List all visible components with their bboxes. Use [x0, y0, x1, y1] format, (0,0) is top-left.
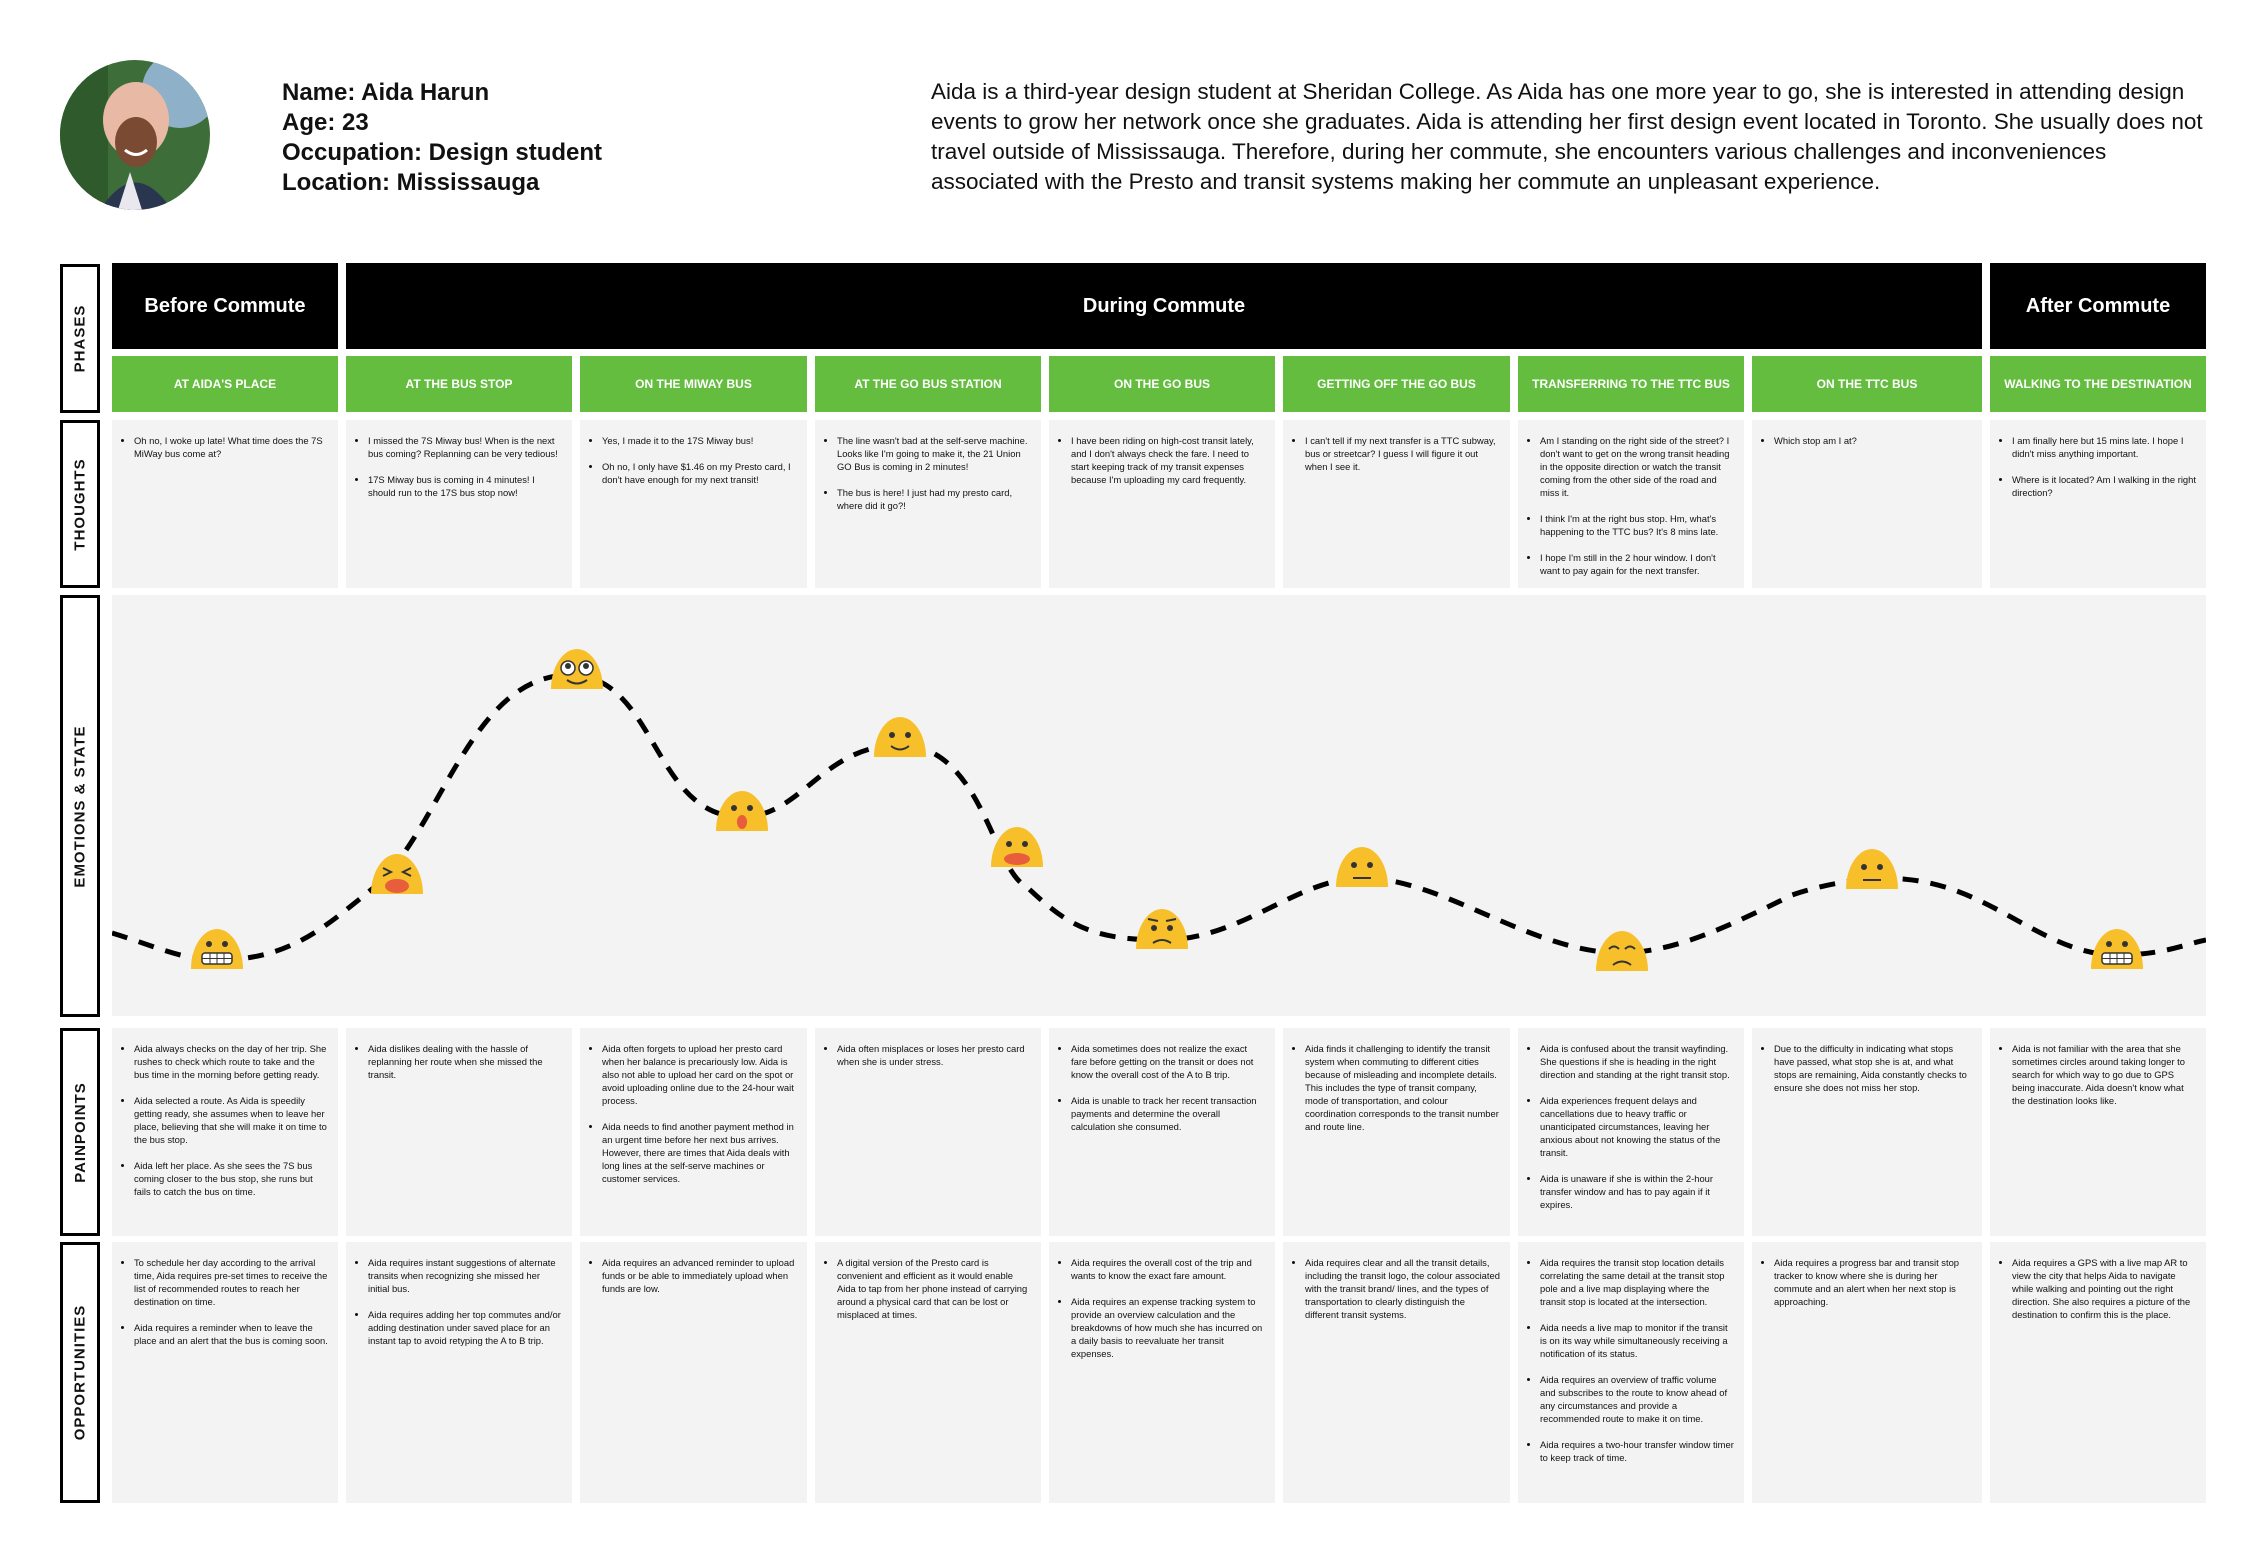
- thought-item: • I can't tell if my next transfer is a TTC subway, bus or streetcar? I guess I will figure it out when I see it.: [1305, 434, 1500, 473]
- persona-details: [282, 78, 602, 198]
- thought-item: • Yes, I made it to the 17S Miway bus!: [602, 434, 797, 447]
- thoughts-cell: [1518, 420, 1744, 588]
- thoughts-cell: [1990, 420, 2206, 588]
- row-label-emotions-text: EMOTIONS & STATE: [71, 724, 89, 888]
- opportunity-item: • A digital version of the Presto card is convenient and efficient as it would enable Aida to tap from her phone instead of carrying around a physical card that can be lost or misplaced at times.: [837, 1256, 1031, 1321]
- opportunities-cell: [580, 1242, 807, 1503]
- painpoints-cell: [580, 1028, 807, 1236]
- painpoints-cell: [815, 1028, 1041, 1236]
- opportunity-item: • Aida requires a two-hour transfer window timer to keep track of time.: [1540, 1438, 1734, 1464]
- opportunity-item: • To schedule her day according to the arrival time, Aida requires pre-set times to receive the list of recommended routes to reach her destination on time.: [134, 1256, 328, 1308]
- painpoint-item: • Aida is unable to track her recent transaction payments and determine the overall calculation she consumed.: [1071, 1094, 1265, 1133]
- persona-name: Name: Aida Harun: [282, 79, 490, 106]
- thoughts-cell: [1752, 420, 1982, 588]
- painpoints-cell: [1990, 1028, 2206, 1236]
- opportunity-item: • Aida needs a live map to monitor if the transit is on its way while simultaneously receiving a notification of its status.: [1540, 1321, 1734, 1360]
- opportunities-cell: [1049, 1242, 1275, 1503]
- opportunities-cell: [112, 1242, 338, 1503]
- row-label-emotions: [60, 595, 100, 1017]
- opportunity-item: • Aida requires a progress bar and transit stop tracker to know where she is during her commute and an alert when her next stop is approaching.: [1774, 1256, 1972, 1308]
- painpoint-item: • Aida sometimes does not realize the exact fare before getting on the transit or does not know the overall cost of the A to B trip.: [1071, 1042, 1265, 1081]
- row-label-painpoints: [60, 1028, 100, 1236]
- row-label-opportunities-text: OPPORTUNITIES: [71, 1304, 89, 1441]
- opportunities-cell: [815, 1242, 1041, 1503]
- painpoints-cell: [1752, 1028, 1982, 1236]
- frowning-emoji-icon: [1596, 931, 1648, 971]
- row-label-opportunities: [60, 1242, 100, 1503]
- opportunities-cell: [1283, 1242, 1510, 1503]
- stage-on-the-ttc-bus: ON THE TTC BUS: [1752, 356, 1982, 412]
- opportunity-item: • Aida requires the overall cost of the trip and wants to know the exact fare amount.: [1071, 1256, 1265, 1282]
- grimacing-emoji-icon: [191, 929, 243, 969]
- opportunity-item: • Aida requires an advanced reminder to upload funds or be able to immediately upload when funds are low.: [602, 1256, 797, 1295]
- thought-item: • Where is it located? Am I walking in the right direction?: [2012, 473, 2196, 499]
- painpoints-cell: [112, 1028, 338, 1236]
- tired-emoji-icon: [371, 854, 423, 894]
- painpoint-item: • Aida left her place. As she sees the 7S bus coming closer to the bus stop, she runs but fails to catch the bus on time.: [134, 1159, 328, 1198]
- painpoint-item: • Aida often misplaces or loses her presto card when she is under stress.: [837, 1042, 1031, 1068]
- thoughts-cell: [1049, 420, 1275, 588]
- thought-item: • 17S Miway bus is coming in 4 minutes! I should run to the 17S bus stop now!: [368, 473, 562, 499]
- thought-item: • The line wasn't bad at the self-serve machine. Looks like I'm going to make it, the 21 Union GO Bus is coming in 2 minutes!: [837, 434, 1031, 473]
- thoughts-cell: [112, 420, 338, 588]
- painpoints-cell: [1518, 1028, 1744, 1236]
- thoughts-cell: [815, 420, 1041, 588]
- relieved-emoji-icon: [551, 649, 603, 689]
- painpoint-item: • Aida finds it challenging to identify the transit system when commuting to different cities because of misleading and incomplete details. This includes the type of transit company, mode of transportation, and colour coordination corresponds to the transit number and route line.: [1305, 1042, 1500, 1133]
- painpoint-item: • Aida always checks on the day of her trip. She rushes to check which route to take and the bus time in the morning before getting ready.: [134, 1042, 328, 1081]
- opportunity-item: • Aida requires adding her top commutes and/or adding destination under saved place for an instant tap to avoid retyping the A to B trip.: [368, 1308, 562, 1347]
- row-label-phases: [60, 264, 100, 413]
- opportunity-item: • Aida requires a GPS with a live map AR to view the city that helps Aida to navigate while walking and pointing out the right direction. She also requires a picture of the destination to confirm this is the place.: [2012, 1256, 2196, 1321]
- thought-item: • Am I standing on the right side of the street? I don't want to get on the wrong transit heading in the opposite direction or watch the transit coming from the other side of the road and miss it.: [1540, 434, 1734, 499]
- painpoint-item: • Aida is unaware if she is within the 2-hour transfer window and has to pay again if it expires.: [1540, 1172, 1734, 1211]
- persona-age: Age: 23: [282, 109, 369, 136]
- opportunities-cell: [1990, 1242, 2206, 1503]
- painpoint-item: • Due to the difficulty in indicating what stops have passed, what stop she is at, and what stops are remaining, Aida constantly checks to ensure she does not miss her stop.: [1774, 1042, 1972, 1094]
- opportunities-cell: [346, 1242, 572, 1503]
- thought-item: • I am finally here but 15 mins late. I hope I didn't miss anything important.: [2012, 434, 2196, 460]
- stage-walking-to-the-destination: WALKING TO THE DESTINATION: [1990, 356, 2206, 412]
- row-label-thoughts-text: THOUGHTS: [71, 457, 89, 551]
- stage-transferring-to-the-ttc-bus: TRANSFERRING TO THE TTC BUS: [1518, 356, 1744, 412]
- opportunity-item: • Aida requires a reminder when to leave the place and an alert that the bus is coming soon.: [134, 1321, 328, 1347]
- painpoint-item: • Aida is confused about the transit wayfinding. She questions if she is heading in the right direction and standing at the right transit stop.: [1540, 1042, 1734, 1081]
- anxious-emoji-icon: [991, 827, 1043, 867]
- opportunity-item: • Aida requires the transit stop location details correlating the same detail at the transit stop pole and a live map displaying where the transit stop is located at the intersection.: [1540, 1256, 1734, 1308]
- neutral-emoji-icon: [1336, 847, 1388, 887]
- opportunities-cell: [1518, 1242, 1744, 1503]
- thought-item: • The bus is here! I just had my presto card, where did it go?!: [837, 486, 1031, 512]
- stage-on-the-miway-bus: ON THE MIWAY BUS: [580, 356, 807, 412]
- surprised-emoji-icon: [716, 791, 768, 831]
- grimacing-emoji-icon: [2091, 929, 2143, 969]
- stage-at-aidas-place: AT AIDA'S PLACE: [112, 356, 338, 412]
- painpoints-cell: [1049, 1028, 1275, 1236]
- stage-getting-off-the-go-bus: GETTING OFF THE GO BUS: [1283, 356, 1510, 412]
- thoughts-cell: [346, 420, 572, 588]
- phase-after-commute: After Commute: [1990, 263, 2206, 349]
- painpoints-cell: [346, 1028, 572, 1236]
- thought-item: • Oh no, I woke up late! What time does the 7S MiWay bus come at?: [134, 434, 328, 460]
- phase-during-commute: During Commute: [346, 263, 1982, 349]
- stage-at-the-bus-stop: AT THE BUS STOP: [346, 356, 572, 412]
- phase-before-commute: Before Commute: [112, 263, 338, 349]
- thought-item: • I missed the 7S Miway bus! When is the next bus coming? Replanning can be very tedious!: [368, 434, 562, 460]
- painpoints-cell: [1283, 1028, 1510, 1236]
- opportunity-item: • Aida requires an expense tracking system to provide an overview calculation and the breakdowns of how much she has incurred on a daily basis to reevaluate her transit expenses.: [1071, 1295, 1265, 1360]
- persona-avatar: [60, 60, 210, 210]
- thought-item: • I have been riding on high-cost transit lately, and I don't always check the fare. I need to start keeping track of my transit expenses because I'm uploading my card frequently.: [1071, 434, 1265, 486]
- persona-bio: Aida is a third-year design student at Sheridan College. As Aida has one more year to go, she is interested in attending design events to grow her network once she graduates. Aida is attending her first design event located in Toronto. She usually does not travel outside of Mississauga. Therefore, during her commute, she encounters various challenges and inconveniences associated with the Presto and transit systems making her commute an unpleasant experience.: [931, 79, 2203, 194]
- thought-item: • I hope I'm still in the 2 hour window. I don't want to pay again for the next transfer.: [1540, 551, 1734, 577]
- row-label-phases-text: PHASES: [71, 304, 89, 373]
- painpoint-item: • Aida needs to find another payment method in an urgent time before her next bus arrives. However, there are times that Aida deals with long lines at the self-serve machines or customer services.: [602, 1120, 797, 1185]
- persona-occupation: Occupation: Design student: [282, 139, 603, 166]
- thoughts-cell: [580, 420, 807, 588]
- row-label-painpoints-text: PAINPOINTS: [71, 1081, 89, 1183]
- opportunity-item: • Aida requires an overview of traffic volume and subscribes to the route to know ahead of any circumstances and provide a recommended route to make it on time.: [1540, 1373, 1734, 1425]
- stage-at-the-go-bus-station: AT THE GO BUS STATION: [815, 356, 1041, 412]
- emotion-curve-area: [112, 595, 2206, 1016]
- thought-item: • Which stop am I at?: [1774, 434, 1972, 447]
- row-label-thoughts: [60, 420, 100, 588]
- neutral-emoji-icon: [1846, 849, 1898, 889]
- opportunities-cell: [1752, 1242, 1982, 1503]
- stage-on-the-go-bus: ON THE GO BUS: [1049, 356, 1275, 412]
- painpoint-item: • Aida often forgets to upload her presto card when her balance is precariously low. Aida is also not able to upload her card on the spot or avoid uploading online due to the 24-hour wait process.: [602, 1042, 797, 1107]
- thought-item: • I think I'm at the right bus stop. Hm, what's happening to the TTC bus? It's 8 mins late.: [1540, 512, 1734, 538]
- persona-location: Location: Mississauga: [282, 169, 540, 196]
- thoughts-cell: [1283, 420, 1510, 588]
- happy-emoji-icon: [874, 717, 926, 757]
- painpoint-item: • Aida dislikes dealing with the hassle of replanning her route when she missed the transit.: [368, 1042, 562, 1081]
- opportunity-item: • Aida requires clear and all the transit details, including the transit logo, the colour associated with the transit brand/ lines, and the types of transportation to clearly distinguish the different transit systems.: [1305, 1256, 1500, 1321]
- opportunity-item: • Aida requires instant suggestions of alternate transits when recognizing she missed her initial bus.: [368, 1256, 562, 1295]
- thought-item: • Oh no, I only have $1.46 on my Presto card, I don't have enough for my next transit!: [602, 460, 797, 486]
- painpoint-item: • Aida is not familiar with the area that she sometimes circles around taking longer to search for which way to go due to GPS being inaccurate. Aida doesn't know what the destination looks like.: [2012, 1042, 2196, 1107]
- painpoint-item: • Aida selected a route. As Aida is speedily getting ready, she assumes when to leave her place, believing that she will make it on time to the bus stop.: [134, 1094, 328, 1146]
- painpoint-item: • Aida experiences frequent delays and cancellations due to heavy traffic or unanticipated circumstances, leaving her anxious about not knowing the status of the transit.: [1540, 1094, 1734, 1159]
- confused-emoji-icon: [1136, 909, 1188, 949]
